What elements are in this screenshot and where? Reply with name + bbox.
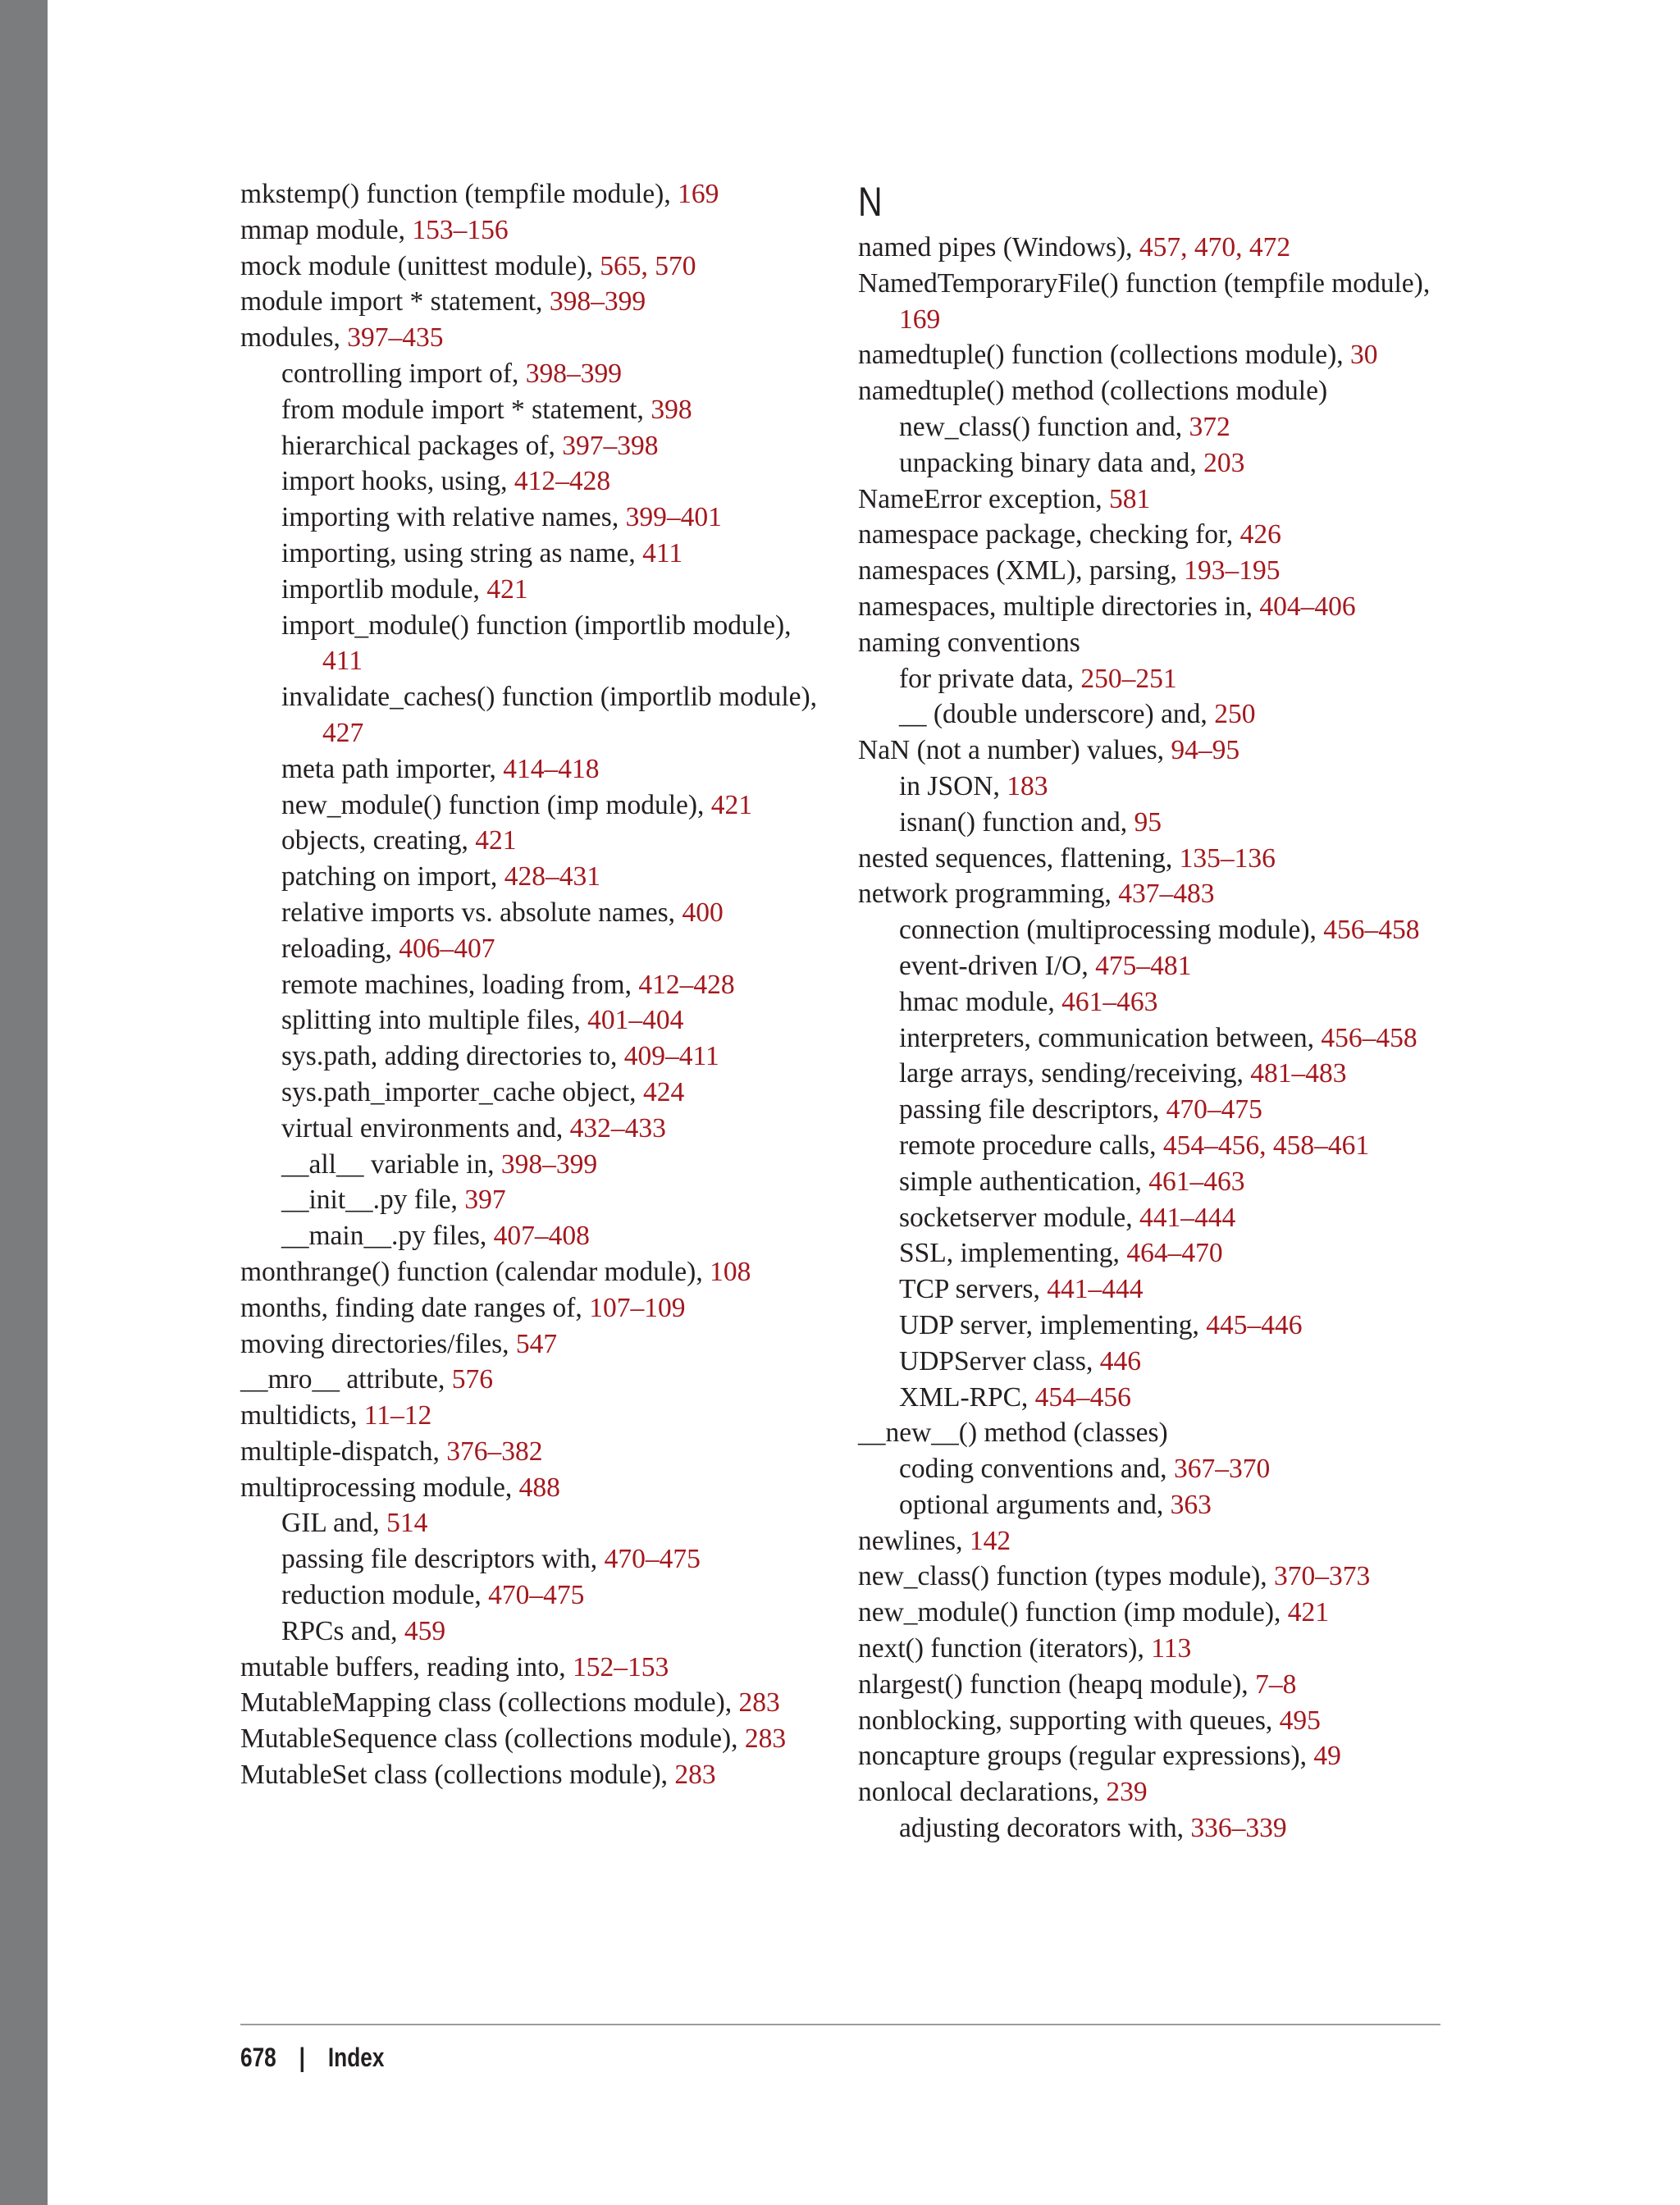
page-reference-link[interactable]: 488: [518, 1472, 560, 1503]
index-term: sys.path_importer_cache object,: [281, 1076, 643, 1107]
index-term: __all__ variable in,: [281, 1148, 501, 1180]
page-reference-link[interactable]: 470–475: [488, 1580, 585, 1611]
index-entry: [858, 1595, 1449, 1631]
page-reference-link[interactable]: 445–446: [1206, 1309, 1303, 1340]
index-term: multiprocessing module,: [240, 1472, 519, 1503]
page-reference-link[interactable]: 239: [1106, 1777, 1148, 1808]
page-reference-link[interactable]: 250–251: [1080, 663, 1177, 694]
page-reference-link[interactable]: 421: [710, 789, 753, 820]
index-term: MutableMapping class (collections module),: [240, 1687, 739, 1719]
index-term: reloading,: [281, 933, 399, 964]
page-reference-link[interactable]: 153–156: [412, 214, 509, 245]
index-entry: [858, 1631, 1449, 1667]
index-entry: [858, 1523, 1449, 1559]
page-number: 678: [240, 2043, 276, 2072]
page-reference-link[interactable]: 454–456: [1034, 1381, 1131, 1413]
page-reference-link[interactable]: 414–418: [503, 753, 600, 784]
index-term: optional arguments and,: [899, 1489, 1171, 1520]
index-term: hmac module,: [899, 986, 1062, 1017]
index-term: unpacking binary data and,: [899, 447, 1204, 478]
footer-rule: [240, 2024, 1440, 2025]
index-term: new_module() function (imp module),: [858, 1597, 1288, 1628]
index-term: remote machines, loading from,: [281, 969, 639, 1000]
page-reference-link[interactable]: 336–339: [1190, 1813, 1287, 1844]
page-reference-link[interactable]: 470–475: [1166, 1094, 1262, 1125]
page-reference-link[interactable]: 406–407: [399, 933, 495, 964]
page-reference-link[interactable]: 547: [515, 1328, 558, 1359]
index-term: namedtuple() function (collections module),: [858, 340, 1351, 371]
page-reference-link[interactable]: 424: [642, 1076, 685, 1107]
index-term: passing file descriptors,: [899, 1094, 1166, 1125]
index-term: monthrange() function (calendar module),: [240, 1256, 710, 1287]
page-reference-link[interactable]: 456–458: [1323, 915, 1420, 946]
index-subentry: [858, 1235, 1449, 1271]
index-term: NamedTemporaryFile() function (tempfile module),: [858, 267, 1431, 299]
page-reference-link[interactable]: 441–444: [1047, 1274, 1144, 1305]
index-subentry: [240, 859, 831, 895]
index-subentry: [240, 1541, 831, 1577]
page-reference-link[interactable]: 169: [899, 304, 941, 335]
index-subentry: [240, 392, 831, 428]
index-subentry: [240, 931, 831, 967]
index-subentry: [240, 572, 831, 608]
page-reference-link[interactable]: 107–109: [589, 1292, 686, 1323]
index-entry: [858, 1774, 1449, 1810]
page-reference-link[interactable]: 404–406: [1259, 591, 1356, 622]
page-reference-link[interactable]: 457, 470, 472: [1139, 232, 1291, 262]
page-reference-link[interactable]: 398–399: [500, 1148, 598, 1180]
page-reference-link[interactable]: 401–404: [587, 1005, 684, 1036]
index-entry: [240, 1398, 831, 1434]
index-term: multiple-dispatch,: [240, 1436, 447, 1467]
index-subentry: [858, 1092, 1449, 1128]
index-term: TCP servers,: [899, 1274, 1048, 1305]
index-term: nonlocal declarations,: [858, 1777, 1107, 1808]
page-reference-link[interactable]: 409–411: [623, 1041, 719, 1072]
index-subentry: [240, 1075, 831, 1111]
index-term: mmap module,: [240, 214, 413, 245]
index-term: mock module (unittest module),: [240, 250, 600, 281]
page-footer: [240, 2043, 384, 2073]
page-reference-link[interactable]: 283: [674, 1760, 716, 1791]
page-reference-link[interactable]: 459: [404, 1615, 446, 1646]
index-term: new_class() function and,: [899, 411, 1189, 442]
index-entry: [858, 266, 1449, 338]
index-subentry: [240, 608, 831, 680]
index-term: UDPServer class,: [899, 1345, 1100, 1376]
index-subentry: [858, 984, 1449, 1020]
index-entry: [240, 1685, 831, 1721]
index-entry: [858, 230, 1449, 266]
index-subentry: [858, 1344, 1449, 1380]
index-term: connection (multiprocessing module),: [899, 915, 1324, 946]
index-term: __ (double underscore) and,: [899, 699, 1215, 730]
page-reference-link[interactable]: 454–456, 458–461: [1162, 1130, 1370, 1161]
index-subentry: [858, 1128, 1449, 1164]
index-term: NaN (not a number) values,: [858, 735, 1171, 766]
index-term: module import * statement,: [240, 286, 550, 317]
page-reference-link[interactable]: 135–136: [1179, 842, 1276, 874]
page-reference-link[interactable]: 411: [322, 646, 363, 677]
index-entry: [240, 249, 831, 285]
page-reference-link[interactable]: 183: [1007, 770, 1048, 801]
index-entry: [858, 589, 1449, 625]
index-subentry: [240, 428, 831, 464]
index-subentry: [240, 1147, 831, 1183]
page-reference-link[interactable]: 398: [651, 394, 692, 425]
footer-section-title: Index: [327, 2043, 385, 2072]
index-term: network programming,: [858, 879, 1119, 910]
index-column-right: [858, 179, 1449, 1847]
index-term: patching on import,: [281, 861, 504, 892]
page-reference-link[interactable]: 250: [1214, 699, 1256, 730]
index-entry: [858, 337, 1449, 373]
index-subentry: [858, 409, 1449, 445]
index-entry: [858, 1703, 1449, 1739]
index-subentry: [858, 805, 1449, 841]
index-entry: [858, 553, 1449, 589]
index-entry: [858, 876, 1449, 912]
index-subentry: [240, 356, 831, 392]
index-term: importlib module,: [281, 573, 487, 605]
index-term: namespaces, multiple directories in,: [858, 591, 1260, 622]
index-subentry: [240, 1002, 831, 1039]
index-subentry: [240, 1218, 831, 1254]
index-subentry: [240, 679, 831, 751]
index-term: reduction module,: [281, 1580, 489, 1611]
index-term: new_class() function (types module),: [858, 1561, 1275, 1592]
page-reference-link[interactable]: 475–481: [1095, 950, 1192, 981]
page-reference-link[interactable]: 370–373: [1274, 1561, 1371, 1592]
index-term: __mro__ attribute,: [240, 1364, 452, 1395]
index-subentry: [858, 1271, 1449, 1308]
page-reference-link[interactable]: 565, 570: [600, 250, 696, 281]
index-term: new_module() function (imp module),: [281, 789, 711, 820]
page-reference-link[interactable]: 7–8: [1255, 1669, 1297, 1700]
page-reference-link[interactable]: 427: [322, 717, 364, 748]
page-reference-link[interactable]: 398–399: [549, 286, 646, 317]
index-term: coding conventions and,: [899, 1454, 1174, 1485]
page-reference-link[interactable]: 398–399: [525, 358, 622, 389]
page-reference-link[interactable]: 421: [1287, 1597, 1330, 1628]
index-entry: [858, 841, 1449, 877]
index-entry: [858, 517, 1449, 553]
index-entry: [858, 733, 1449, 769]
index-entry: [858, 482, 1449, 518]
index-term: isnan() function and,: [899, 806, 1134, 838]
page-reference-link[interactable]: 49: [1313, 1741, 1341, 1772]
page-reference-link[interactable]: 30: [1350, 340, 1378, 371]
page-reference-link[interactable]: 193–195: [1184, 555, 1281, 587]
index-entry: [240, 1434, 831, 1470]
index-term: months, finding date ranges of,: [240, 1292, 590, 1323]
page-reference-link[interactable]: 481–483: [1250, 1058, 1347, 1089]
page-reference-link[interactable]: 446: [1099, 1345, 1141, 1376]
index-entry: [858, 1738, 1449, 1774]
index-subentry: [858, 445, 1449, 482]
page-reference-link[interactable]: 437–483: [1118, 879, 1215, 910]
index-entry: [858, 1667, 1449, 1703]
page-reference-link[interactable]: 514: [386, 1508, 428, 1539]
index-subentry: [240, 823, 831, 859]
index-term: GIL and,: [281, 1508, 387, 1539]
page-reference-link[interactable]: 113: [1151, 1633, 1192, 1664]
index-term: nonblocking, supporting with queues,: [858, 1705, 1280, 1736]
index-subentry: [240, 536, 831, 572]
page-reference-link[interactable]: 283: [738, 1687, 780, 1719]
index-subentry: [858, 1164, 1449, 1200]
index-term: objects, creating,: [281, 825, 476, 856]
index-subentry: [240, 1039, 831, 1075]
index-term: event-driven I/O,: [899, 950, 1096, 981]
index-term: noncapture groups (regular expressions),: [858, 1741, 1314, 1772]
index-entry: [240, 1470, 831, 1506]
index-term: sys.path, adding directories to,: [281, 1041, 624, 1072]
index-subentry: [240, 500, 831, 536]
index-subentry: [240, 463, 831, 500]
index-entry: [240, 1290, 831, 1326]
index-subentry: [858, 1020, 1449, 1057]
page-reference-link[interactable]: 399–401: [625, 502, 722, 533]
index-term: controlling import of,: [281, 358, 526, 389]
index-entry: [240, 1757, 831, 1793]
page-reference-link[interactable]: 397–398: [562, 430, 659, 461]
page-reference-link[interactable]: 461–463: [1148, 1166, 1245, 1197]
page-reference-link[interactable]: 428–431: [504, 861, 600, 892]
index-term: __new__() method (classes): [858, 1418, 1168, 1449]
index-entry: [240, 1721, 831, 1757]
page-reference-link[interactable]: 464–470: [1126, 1238, 1223, 1269]
index-subentry: [240, 1505, 831, 1541]
page-reference-link[interactable]: 421: [475, 825, 517, 856]
page-reference-link[interactable]: 461–463: [1061, 986, 1158, 1017]
index-term: XML-RPC,: [899, 1381, 1035, 1413]
index-subentry: [858, 1308, 1449, 1344]
index-entry: [240, 212, 831, 249]
page-reference-link[interactable]: 142: [969, 1525, 1011, 1556]
index-term: relative imports vs. absolute names,: [281, 897, 682, 928]
index-term: importing, using string as name,: [281, 537, 643, 568]
page-reference-link[interactable]: 400: [682, 897, 724, 928]
index-term: newlines,: [858, 1525, 970, 1556]
page-reference-link[interactable]: 94–95: [1171, 735, 1240, 766]
index-subentry: [858, 1487, 1449, 1523]
page-reference-link[interactable]: 108: [710, 1256, 751, 1287]
index-term: next() function (iterators),: [858, 1633, 1152, 1664]
index-subentry: [858, 1451, 1449, 1487]
page-reference-link[interactable]: 412–428: [638, 969, 735, 1000]
index-term: meta path importer,: [281, 753, 504, 784]
index-subentry: [240, 788, 831, 824]
page-edge-band: [0, 0, 48, 2205]
index-term: MutableSet class (collections module),: [240, 1760, 675, 1791]
index-term: in JSON,: [899, 770, 1007, 801]
index-subentry: [858, 948, 1449, 984]
page-reference-link[interactable]: 412–428: [514, 466, 611, 497]
index-term: invalidate_caches() function (importlib module),: [281, 682, 818, 713]
index-column-left: [240, 176, 831, 1793]
index-subentry: [858, 912, 1449, 948]
index-term: named pipes (Windows),: [858, 232, 1139, 262]
section-letter-heading: N: [858, 179, 883, 225]
index-subentry: [858, 1810, 1449, 1847]
index-entry: [240, 1650, 831, 1686]
page-reference-link[interactable]: 441–444: [1139, 1202, 1236, 1233]
index-term: RPCs and,: [281, 1615, 404, 1646]
index-term: mutable buffers, reading into,: [240, 1651, 573, 1682]
page-reference-link[interactable]: 421: [486, 573, 528, 605]
index-term: __init__.py file,: [281, 1185, 465, 1216]
index-term: passing file descriptors with,: [281, 1544, 605, 1575]
page-reference-link[interactable]: 407–408: [493, 1221, 590, 1252]
index-term: NameError exception,: [858, 483, 1110, 514]
index-subentry: [858, 769, 1449, 805]
index-entry: [858, 1415, 1449, 1451]
index-term: UDP server, implementing,: [899, 1309, 1207, 1340]
page-reference-link[interactable]: 363: [1170, 1489, 1212, 1520]
index-subentry: [240, 895, 831, 931]
index-term: adjusting decorators with,: [899, 1813, 1191, 1844]
index-entry: [240, 1362, 831, 1398]
page-reference-link[interactable]: 95: [1134, 806, 1162, 838]
index-term: namespaces (XML), parsing,: [858, 555, 1185, 587]
index-term: importing with relative names,: [281, 502, 626, 533]
index-term: import hooks, using,: [281, 466, 514, 497]
page-reference-link[interactable]: 203: [1203, 447, 1245, 478]
index-term: virtual environments and,: [281, 1112, 570, 1144]
page-reference-link[interactable]: 397–435: [347, 322, 444, 354]
index-term: nlargest() function (heapq module),: [858, 1669, 1256, 1700]
index-entry: [240, 284, 831, 320]
index-entry: [240, 1254, 831, 1290]
page-reference-link[interactable]: 432–433: [569, 1112, 666, 1144]
index-term: MutableSequence class (collections module),: [240, 1723, 745, 1755]
page-reference-link[interactable]: 470–475: [604, 1544, 701, 1575]
index-entry: [858, 1559, 1449, 1595]
index-term: moving directories/files,: [240, 1328, 516, 1359]
page-reference-link[interactable]: 372: [1189, 411, 1230, 442]
index-term: SSL, implementing,: [899, 1238, 1127, 1269]
page-reference-link[interactable]: 576: [451, 1364, 493, 1395]
index-subentry: [240, 1111, 831, 1147]
index-term: naming conventions: [858, 627, 1080, 658]
footer-separator: |: [299, 2043, 306, 2072]
index-term: from module import * statement,: [281, 394, 651, 425]
index-entry: [240, 320, 831, 356]
index-entry: [858, 625, 1449, 661]
index-subentry: [858, 1200, 1449, 1236]
page-reference-link[interactable]: 411: [642, 537, 683, 568]
index-entry: [858, 373, 1449, 409]
index-subentry: [240, 1614, 831, 1650]
index-term: remote procedure calls,: [899, 1130, 1163, 1161]
index-subentry: [858, 1380, 1449, 1416]
index-subentry: [858, 1056, 1449, 1092]
index-subentry: [240, 1577, 831, 1614]
page-reference-link[interactable]: 581: [1109, 483, 1151, 514]
page-reference-link[interactable]: 169: [678, 179, 719, 209]
index-entry: [240, 176, 831, 212]
index-term: __main__.py files,: [281, 1221, 494, 1252]
page-reference-link[interactable]: 495: [1279, 1705, 1321, 1736]
index-term: mkstemp() function (tempfile module),: [240, 179, 678, 209]
index-subentry: [240, 967, 831, 1003]
index-subentry: [858, 661, 1449, 697]
page-reference-link[interactable]: 11–12: [363, 1400, 432, 1431]
page-reference-link[interactable]: 397: [464, 1185, 506, 1216]
index-term: interpreters, communication between,: [899, 1022, 1322, 1053]
index-term: multidicts,: [240, 1400, 364, 1431]
index-subentry: [240, 751, 831, 788]
page-reference-link[interactable]: 152–153: [573, 1651, 669, 1682]
index-term: modules,: [240, 322, 348, 354]
page-reference-link[interactable]: 426: [1239, 519, 1281, 550]
index-term: for private data,: [899, 663, 1081, 694]
index-subentry: [240, 1182, 831, 1218]
index-term: socketserver module,: [899, 1202, 1140, 1233]
page-reference-link[interactable]: 456–458: [1321, 1022, 1418, 1053]
index-term: namespace package, checking for,: [858, 519, 1240, 550]
index-term: hierarchical packages of,: [281, 430, 563, 461]
index-term: nested sequences, flattening,: [858, 842, 1180, 874]
page-reference-link[interactable]: 367–370: [1173, 1454, 1271, 1485]
page-reference-link[interactable]: 376–382: [446, 1436, 543, 1467]
index-term: large arrays, sending/receiving,: [899, 1058, 1251, 1089]
index-term: namedtuple() method (collections module): [858, 376, 1328, 407]
page-reference-link[interactable]: 283: [744, 1723, 787, 1755]
index-term: simple authentication,: [899, 1166, 1149, 1197]
index-term: import_module() function (importlib module),: [281, 609, 792, 641]
index-subentry: [858, 696, 1449, 733]
index-entry: [240, 1326, 831, 1363]
index-term: splitting into multiple files,: [281, 1005, 588, 1036]
